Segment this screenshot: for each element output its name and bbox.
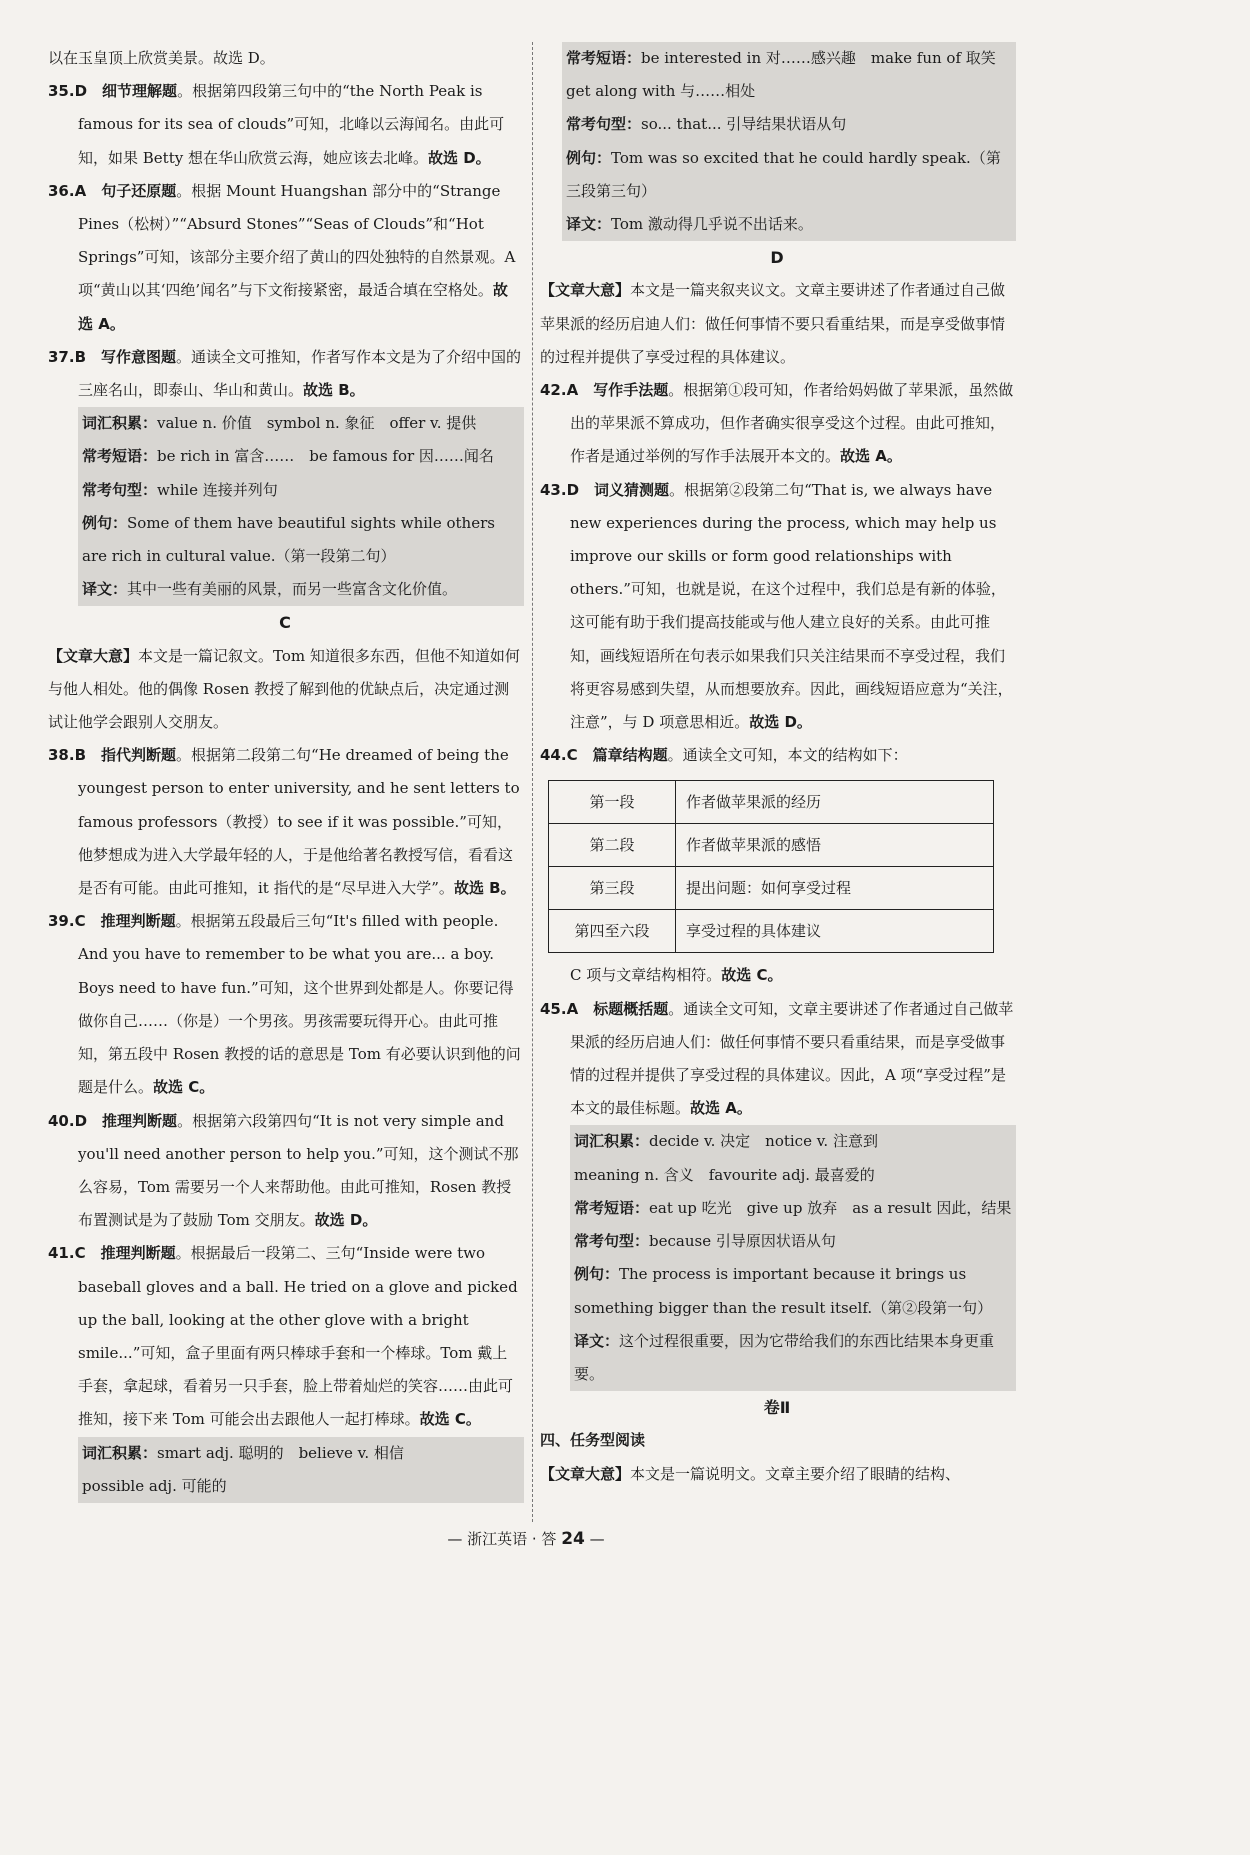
column-divider	[532, 42, 533, 1522]
answer-41: 41.C 推理判断题。根据最后一段第二、三句“Inside were two baseball gloves and a ball. He tried on a glove and picked up the ball, looking at the other glove with a bright smile...”可知，盒子里面有两只棒球手套和一个棒球。Tom 戴上手套，拿起球，看着另一只手套，脸上带着灿烂的笑容……由此可推知，接下来 Tom 可能会出去跟他人一起打棒球。故选 C。	[48, 1244, 518, 1429]
vocab-line: 词汇积累：smart adj. 聪明的 believe v. 相信	[82, 1443, 404, 1462]
pattern-line: 常考句型：because 引导原因状语从句	[574, 1232, 836, 1251]
vocab-box-37	[78, 407, 524, 606]
phrase-line: 常考短语：eat up 吃光 give up 放弃 as a result 因此，结果	[574, 1198, 1012, 1217]
answer-40: 40.D 推理判断题。根据第六段第四句“It is not very simple and you'll need another person to help you.”可知，这个测试不那么容易，Tom 需要另一个人来帮助他。由此可推知，Rosen 教授布置测试是为了鼓励 Tom 交朋友。故选 D。	[48, 1111, 519, 1230]
volume-2-heading: 卷Ⅱ	[763, 1398, 791, 1418]
left-column	[48, 42, 522, 1503]
part-4-heading: 四、任务型阅读	[540, 1431, 646, 1450]
structure-table-wrap	[540, 780, 1014, 992]
vocab-line-2: possible adj. 可能的	[82, 1476, 227, 1495]
summary-d: 【文章大意】本文是一篇夹叙夹议文。文章主要讲述了作者通过自己做苹果派的经历启迪人们：做任何事情不要只看重结果，而是享受做事情的过程并提供了享受过程的具体建议。	[540, 281, 1006, 366]
answer-37: 37.B 写作意图题。通读全文可推知，作者写作本文是为了介绍中国的三座名山，即泰山、华山和黄山。故选 B。	[48, 347, 522, 400]
right-column	[540, 42, 1014, 1491]
table-row: 第四至六段 享受过程的具体建议	[549, 910, 994, 953]
answer-35: 35.D 细节理解题。根据第四段第三句中的“the North Peak is famous for its sea of clouds”可知，北峰以云海闻名。由此可知，如果 Betty 想在华山欣赏云海，她应该去北峰。故选 D。	[48, 82, 505, 167]
vocab-line-2: meaning n. 含义 favourite adj. 最喜爱的	[574, 1165, 875, 1184]
phrase-line: 常考短语：be interested in 对……感兴趣 make fun of 取笑 get along with 与……相处	[566, 49, 1011, 101]
pattern-line: 常考句型：so... that... 引导结果状语从句	[566, 115, 847, 134]
answer-44: 44.C 篇章结构题。通读全文可知，本文的结构如下：	[540, 746, 908, 765]
summary-e: 【文章大意】本文是一篇说明文。文章主要介绍了眼睛的结构、	[540, 1464, 961, 1483]
pattern-line: 常考句型：while 连接并列句	[82, 480, 278, 499]
answer-44-conclusion: C 项与文章结构相符。故选 C。	[570, 966, 783, 985]
section-c-heading: C	[279, 613, 291, 633]
section-d-heading: D	[770, 248, 784, 268]
phrase-line: 常考短语：be rich in 富含…… be famous for 因……闻名	[82, 447, 494, 466]
vocab-box-45	[570, 1125, 1016, 1391]
answer-36: 36.A 句子还原题。根据 Mount Huangshan 部分中的“Strange Pines（松树）”“Absurd Stones”“Seas of Clouds”和“Hot Springs”可知，该部分主要介绍了黄山的四处独特的自然景观。A 项“黄山以其‘四绝’闻名”与下文衔接紧密，最适合填在空格处。故选 A。	[48, 181, 516, 333]
vocab-line: 词汇积累：decide v. 决定 notice v. 注意到	[574, 1132, 878, 1151]
translation-line: 译文：这个过程很重要，因为它带给我们的东西比结果本身更重要。	[574, 1331, 995, 1383]
answer-39: 39.C 推理判断题。根据第五段最后三句“It's filled with people. And you have to remember to be what you are... a boy. Boys need to have fun.”可知，这个世界到处都是人。你要记得做你自己……（你是）一个男孩。男孩需要玩得开心。由此可推知，第五段中 Rosen 教授的话的意思是 Tom 有必要认识到他的问题是什么。故选 C。	[48, 912, 521, 1097]
page-number: 24	[561, 1529, 585, 1549]
structure-table	[548, 780, 994, 953]
example-line: 例句：The process is important because it brings us something bigger than the result itself.（第②段第一句）	[574, 1265, 993, 1317]
answer-38: 38.B 指代判断题。根据第二段第二句“He dreamed of being the youngest person to enter university, and he sent letters to famous professors（教授）to see if it was possible.”可知，他梦想成为进入大学最年轻的人，于是他给著名教授写信，看看这是否有可能。由此可推知，it 指代的是“尽早进入大学”。故选 B。	[48, 746, 520, 898]
vocab-line: 词汇积累：value n. 价值 symbol n. 象征 offer v. 提供	[82, 414, 477, 433]
table-row: 第二段 作者做苹果派的感悟	[549, 824, 994, 867]
vocab-box-41	[78, 1437, 524, 1503]
summary-c: 【文章大意】本文是一篇记叙文。Tom 知道很多东西，但他不知道如何与他人相处。他的偶像 Rosen 教授了解到他的优缺点后，决定通过测试让他学会跟别人交朋友。	[48, 646, 520, 732]
example-line: 例句：Some of them have beautiful sights while others are rich in cultural value.（第一段第二句）	[82, 513, 495, 566]
answer-45: 45.A 标题概括题。通读全文可知，文章主要讲述了作者通过自己做苹果派的经历启迪人们：做任何事情不要只看重结果，而是享受做事情的过程并提供了享受过程的具体建议。因此，A 项“享受过程”是本文的最佳标题。故选 A。	[540, 999, 1014, 1118]
translation-line: 译文：Tom 激动得几乎说不出话来。	[566, 215, 813, 234]
translation-line: 译文：其中一些有美丽的风景，而另一些富含文化价值。	[82, 580, 458, 599]
line-continuation: 以在玉皇顶上欣赏美景。故选 D。	[48, 49, 275, 67]
example-line: 例句：Tom was so excited that he could hardly speak.（第三段第三句）	[566, 148, 1001, 200]
answer-42: 42.A 写作手法题。根据第①段可知，作者给妈妈做了苹果派，虽然做出的苹果派不算成功，但作者确实很享受这个过程。由此可推知，作者是通过举例的写作手法展开本文的。故选 A。	[540, 381, 1014, 466]
answer-43: 43.D 词义猜测题。根据第②段第二句“That is, we always have new experiences during the process, which may help us improve our skills or form good relationships with others.”可知，也就是说，在这个过程中，我们总是有新的体验，这可能有助于我们提高技能或与他人建立良好的关系。由此可推知，画线短语所在句表示如果我们只关注结果而不享受过程，我们将更容易感到失望，从而想要放弃。因此，画线短语应意为“关注，注意”，与 D 项意思相近。故选 D。	[540, 480, 1013, 732]
table-row: 第一段 作者做苹果派的经历	[549, 781, 994, 824]
table-row: 第三段 提出问题：如何享受过程	[549, 867, 994, 910]
vocab-box-41-cont	[562, 42, 1016, 241]
page-footer: — 浙江英语 · 答 24 —	[447, 1529, 605, 1549]
